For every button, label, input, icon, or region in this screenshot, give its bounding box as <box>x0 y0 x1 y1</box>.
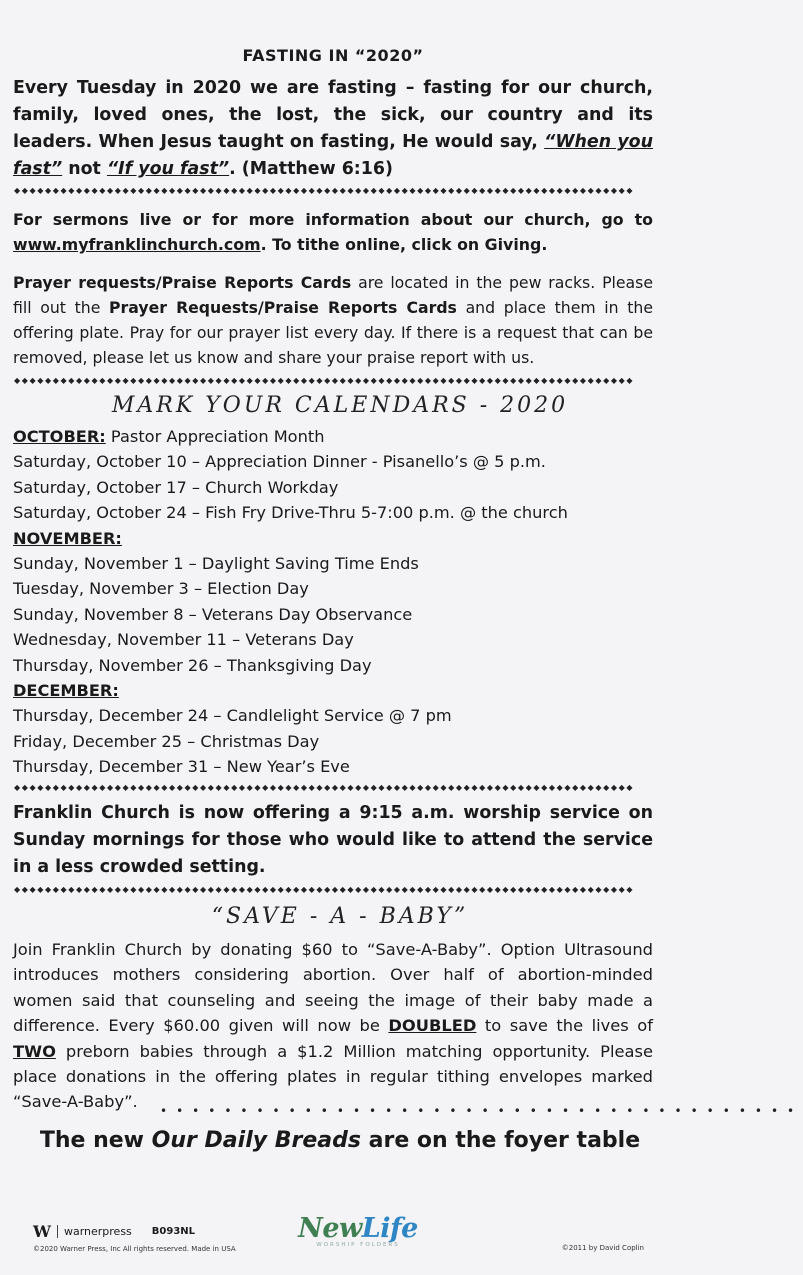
list-item: Sunday, November 1 – Daylight Saving Time Ends <box>13 554 419 574</box>
month-label: DECEMBER: <box>13 681 119 701</box>
prayer-cards-bold: Prayer requests/Praise Reports Cards <box>13 273 352 292</box>
fasting-title: FASTING IN “2020” <box>242 46 424 65</box>
newlife-logo <box>288 1213 428 1248</box>
artist-credit: ©2011 by David Coplin <box>561 1244 644 1252</box>
divider: ◆◆◆◆◆◆◆◆◆◆◆◆◆◆◆◆◆◆◆◆◆◆◆◆◆◆◆◆◆◆◆◆◆◆◆◆◆◆◆◆◆◆◆◆◆◆◆◆◆◆◆◆◆◆◆◆◆◆◆◆◆◆◆◆◆◆◆◆◆◆◆◆◆◆◆◆◆◆◆◆ <box>14 186 635 195</box>
sab-text-2: to save the lives of <box>476 1016 653 1036</box>
newlife-subtitle: WORSHIP FOLDERS <box>316 1242 400 1248</box>
save-a-baby-paragraph <box>13 937 653 1115</box>
fasting-text: Every Tuesday in 2020 we are fasting – fasting for our church, family, loved ones, the lost, the sick, our country and its leaders. When Jesus taught on fasting, He would say, <box>13 78 653 152</box>
copyright: ©2020 Warner Press, Inc All rights reserved. Made in USA <box>33 1245 236 1253</box>
sab-text-3: preborn babies through a $1.2 Million matching opportunity. Please place donations in the offering plates in regular tithing envelopes marked “Save-A-Baby”. <box>13 1041 653 1112</box>
worship-announcement: Franklin Church is now offering a 9:15 a.m. worship service on Sunday mornings for those who would like to attend the service in a less crowded setting. <box>13 803 653 877</box>
info-text-end: . To tithe online, click on Giving. <box>260 235 548 254</box>
fasting-reference: . (Matthew 6:16) <box>229 159 393 179</box>
logo-separator <box>57 1225 58 1238</box>
publisher-block <box>33 1222 236 1253</box>
list-item: Thursday, November 26 – Thanksgiving Day <box>13 655 372 675</box>
prayer-text-end: and place them in the offering plate. Pray for our prayer list every day. If there is a request that can be removed, please let us know and share your praise report with us. <box>13 298 653 367</box>
list-item: Saturday, October 24 – Fish Fry Drive-Thru 5-7:00 p.m. @ the church <box>13 503 568 523</box>
list-item: Saturday, October 10 – Appreciation Dinner - Pisanello’s @ 5 p.m. <box>13 452 546 472</box>
list-item: Thursday, December 24 – Candlelight Service @ 7 pm <box>13 706 452 726</box>
fasting-quote-if: “If you fast” <box>106 159 230 179</box>
daily-breads-announcement <box>0 1128 680 1153</box>
list-item: Wednesday, November 11 – Veterans Day <box>13 630 354 650</box>
prayer-paragraph <box>13 270 653 370</box>
newlife-new: New <box>298 1213 362 1244</box>
sab-text: Join Franklin Church by donating $60 to “Save-A-Baby”. Option Ultrasound introduces mothers considering abortion. Over half of abortion-minded women said that counseling and seeing the image of their baby made a difference. Every $60.00 given will now be <box>13 940 653 1036</box>
fasting-paragraph <box>13 75 653 183</box>
publisher-name: warnerpress <box>63 1225 132 1238</box>
divider: ◆◆◆◆◆◆◆◆◆◆◆◆◆◆◆◆◆◆◆◆◆◆◆◆◆◆◆◆◆◆◆◆◆◆◆◆◆◆◆◆◆◆◆◆◆◆◆◆◆◆◆◆◆◆◆◆◆◆◆◆◆◆◆◆◆◆◆◆◆◆◆◆◆◆◆◆◆◆◆◆ <box>14 376 635 385</box>
warnerpress-logo-icon: W <box>33 1222 51 1241</box>
month-label: OCTOBER: <box>13 427 106 446</box>
list-item: Sunday, November 8 – Veterans Day Observance <box>13 604 413 624</box>
dotted-divider: •••••••••••••••••••••••••••••••••••••••• <box>160 1104 803 1118</box>
info-paragraph <box>13 207 653 257</box>
website-link[interactable]: www.myfranklinchurch.com <box>13 235 261 254</box>
fasting-not: not <box>62 159 107 179</box>
divider: ◆◆◆◆◆◆◆◆◆◆◆◆◆◆◆◆◆◆◆◆◆◆◆◆◆◆◆◆◆◆◆◆◆◆◆◆◆◆◆◆◆◆◆◆◆◆◆◆◆◆◆◆◆◆◆◆◆◆◆◆◆◆◆◆◆◆◆◆◆◆◆◆◆◆◆◆◆◆◆◆ <box>14 783 635 792</box>
month-label: NOVEMBER: <box>13 528 122 548</box>
calendar-list <box>13 424 653 780</box>
prayer-cards-bold-2: Prayer Requests/Praise Reports Cards <box>109 298 457 317</box>
sab-two: TWO <box>13 1041 56 1061</box>
prayer-text: are located in the pew racks. Please fill out the <box>13 273 653 317</box>
daily-title: Our Daily Breads <box>151 1128 361 1153</box>
divider: ◆◆◆◆◆◆◆◆◆◆◆◆◆◆◆◆◆◆◆◆◆◆◆◆◆◆◆◆◆◆◆◆◆◆◆◆◆◆◆◆◆◆◆◆◆◆◆◆◆◆◆◆◆◆◆◆◆◆◆◆◆◆◆◆◆◆◆◆◆◆◆◆◆◆◆◆◆◆◆◆ <box>14 885 635 894</box>
info-text: For sermons live or for more information about our church, go to <box>13 210 653 229</box>
list-item: Friday, December 25 – Christmas Day <box>13 731 320 751</box>
list-item: Thursday, December 31 – New Year’s Eve <box>13 757 350 777</box>
sab-doubled: DOUBLED <box>388 1016 477 1036</box>
list-item: Saturday, October 17 – Church Workday <box>13 477 339 497</box>
product-code: B093NL <box>151 1226 196 1237</box>
fasting-quote-when: “When you fast” <box>13 132 653 179</box>
newlife-life: Life <box>361 1213 418 1244</box>
daily-text: The new <box>39 1128 152 1153</box>
calendar-title: MARK YOUR CALENDARS - 2020 <box>111 393 569 418</box>
month-note: Pastor Appreciation Month <box>105 427 325 446</box>
save-a-baby-title: “SAVE - A - BABY” <box>211 904 469 929</box>
daily-text-end: are on the foyer table <box>360 1128 641 1153</box>
list-item: Tuesday, November 3 – Election Day <box>13 579 309 599</box>
october-header <box>13 424 653 449</box>
